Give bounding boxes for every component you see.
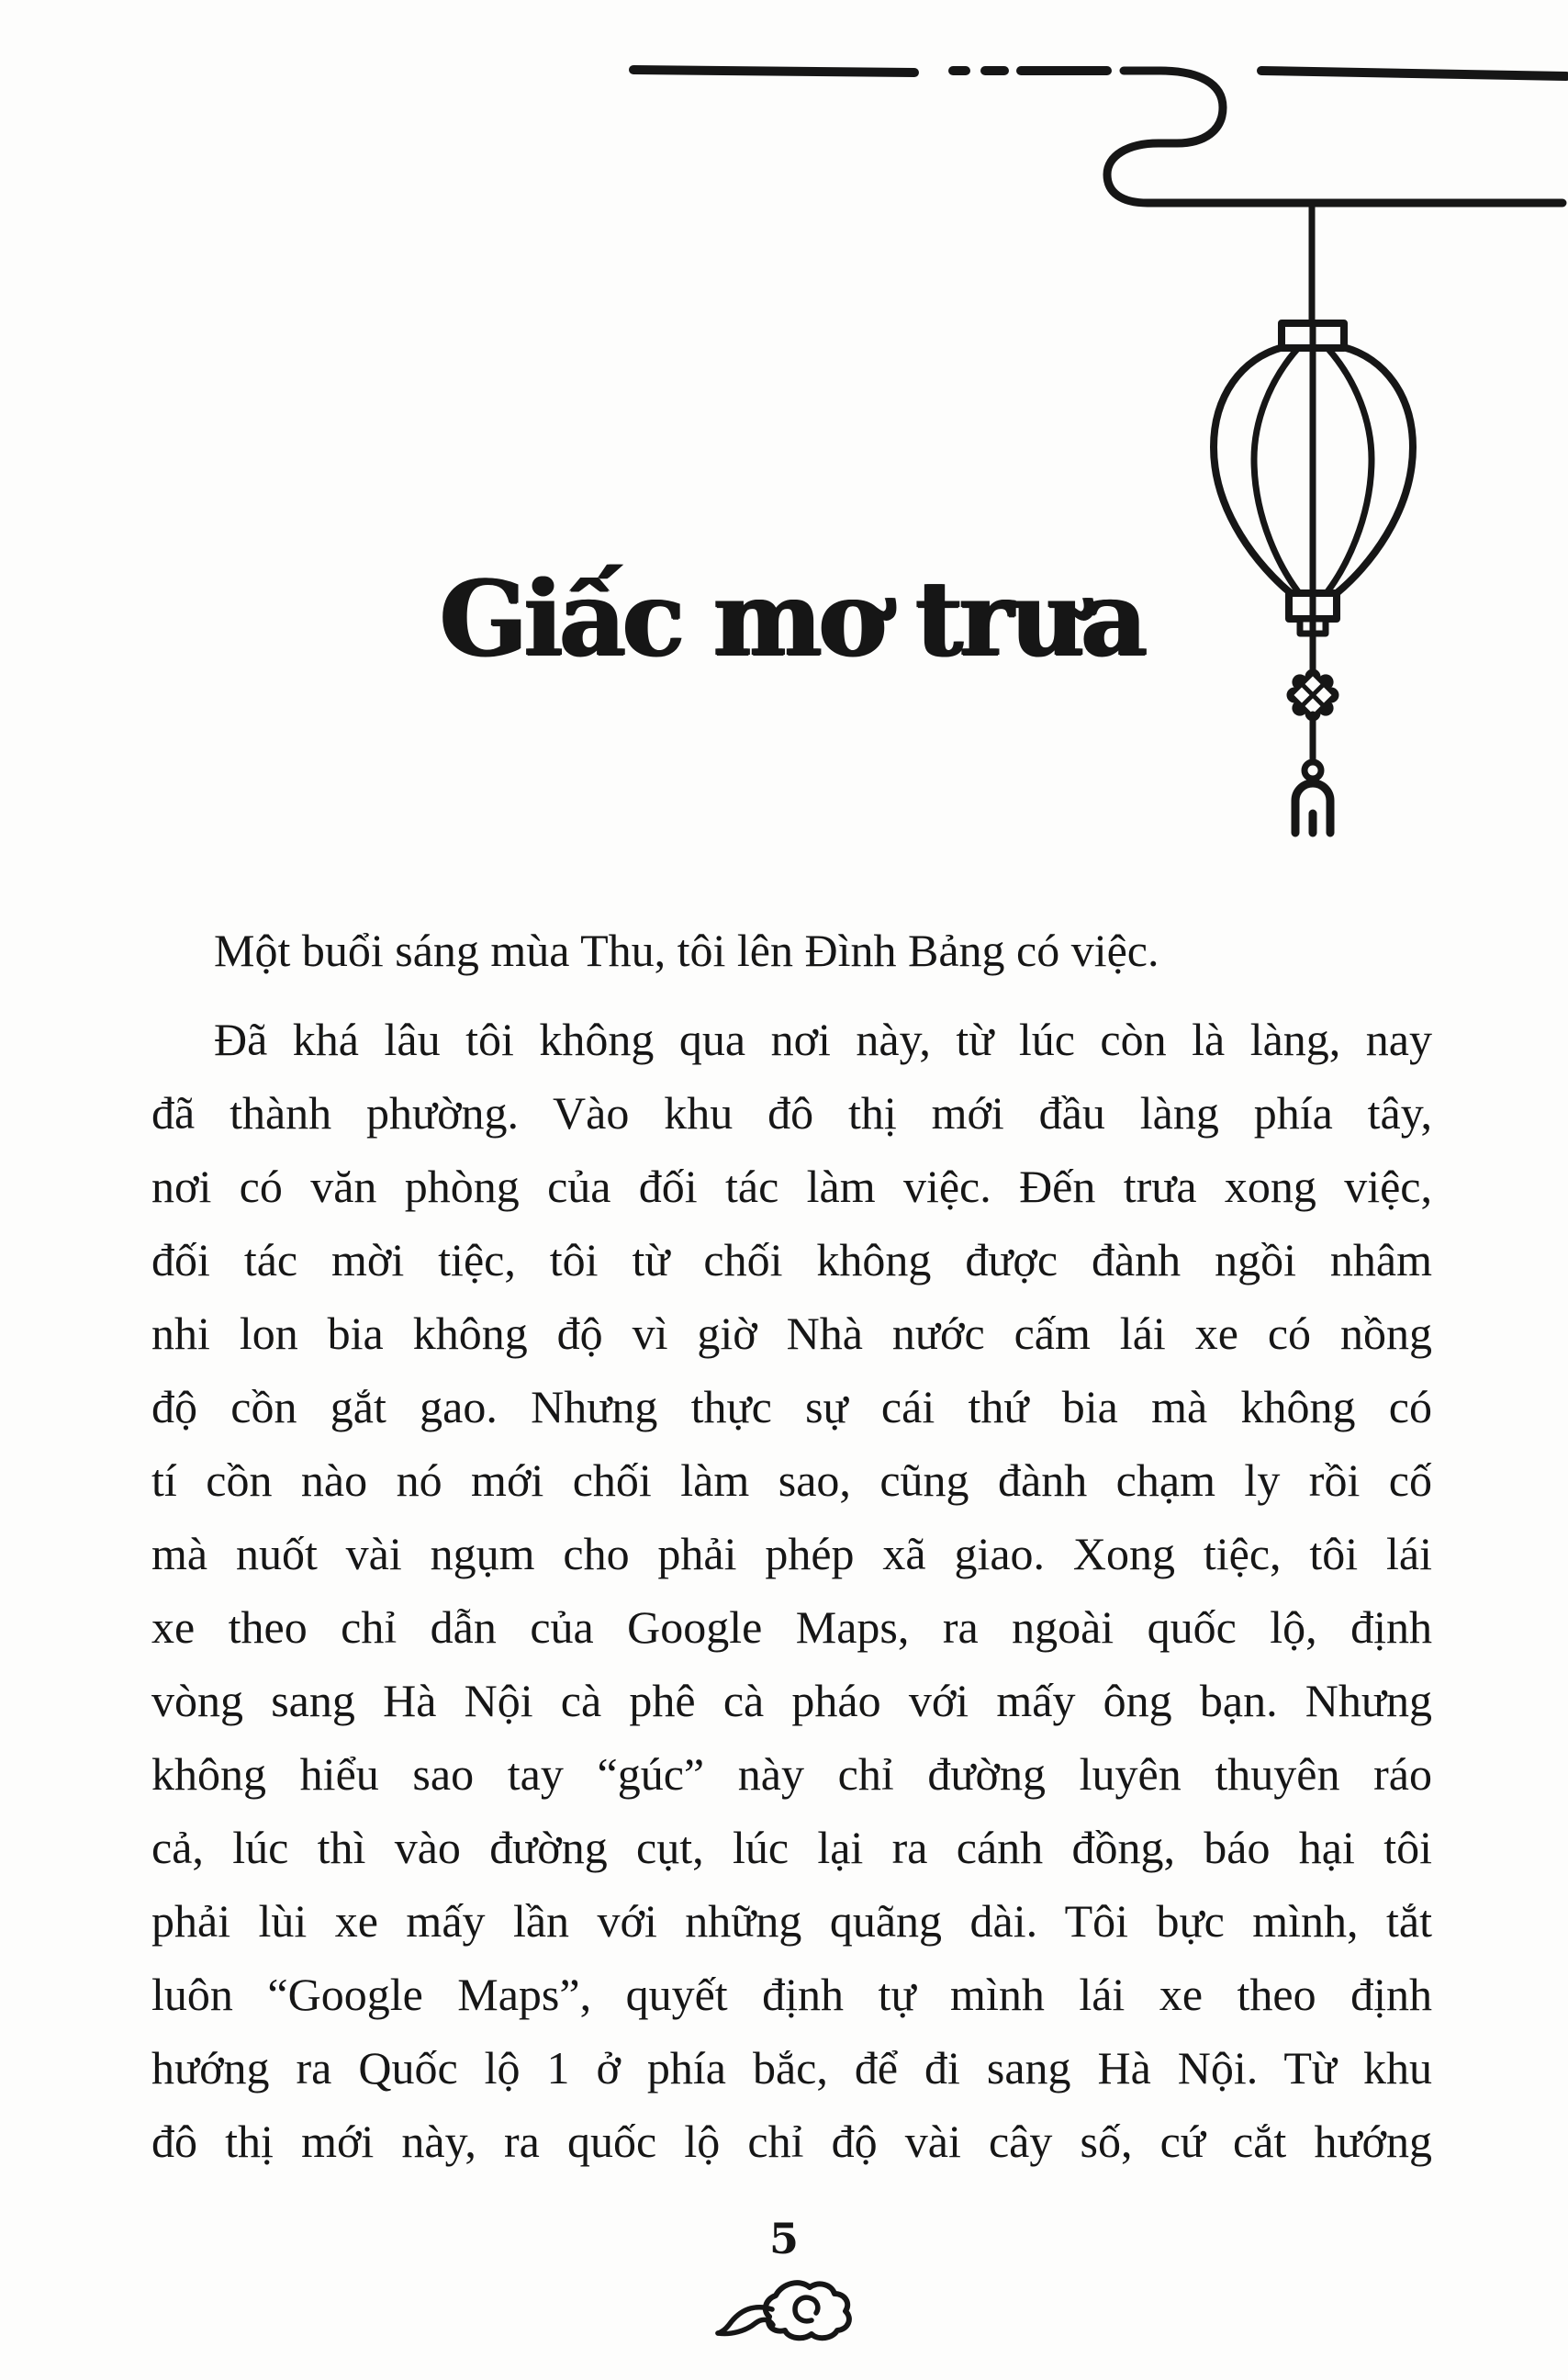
paragraph-main <box>151 1003 1432 2178</box>
body-line: không hiểu sao tay “gúc” này chỉ đường luyên thuyên ráo <box>151 1748 1432 1800</box>
page-number: 5 <box>768 2214 799 2263</box>
tassel-icon <box>1295 714 1330 833</box>
paragraph-opening: Một buổi sáng mùa Thu, tôi lên Đình Bảng có việc. <box>214 925 1159 976</box>
body-line: mà nuốt vài ngụm cho phải phép xã giao. Xong tiệc, tôi lái <box>151 1528 1432 1579</box>
body-line: vòng sang Hà Nội cà phê cà pháo với mấy ông bạn. Nhưng <box>151 1675 1432 1726</box>
body-line: hướng ra Quốc lộ 1 ở phía bắc, để đi sang Hà Nội. Từ khu <box>151 2042 1432 2094</box>
body-line: cả, lúc thì vào đường cụt, lúc lại ra cánh đồng, báo hại tôi <box>151 1822 1432 1873</box>
cloud-icon <box>718 2283 849 2338</box>
cloud-scroll-rule-icon <box>633 70 1566 203</box>
body-line: nhi lon bia không độ vì giờ Nhà nước cấm lái xe có nồng <box>151 1308 1432 1359</box>
body-line: phải lùi xe mấy lần với những quãng dài. Tôi bực mình, tắt <box>151 1895 1432 1947</box>
body-line: đã thành phường. Vào khu đô thị mới đầu làng phía tây, <box>151 1087 1432 1139</box>
body-line: nơi có văn phòng của đối tác làm việc. Đến trưa xong việc, <box>151 1161 1432 1212</box>
body-line: xe theo chỉ dẫn của Google Maps, ra ngoài quốc lộ, định <box>151 1601 1432 1653</box>
body-line: luôn “Google Maps”, quyết định tự mình lái xe theo định <box>151 1969 1432 2020</box>
body-line: Đã khá lâu tôi không qua nơi này, từ lúc còn là làng, nay <box>214 1014 1432 1065</box>
body-line: tí cồn nào nó mới chối làm sao, cũng đành chạm ly rồi cố <box>151 1454 1432 1506</box>
body-line: độ cồn gắt gao. Nhưng thực sự cái thứ bia mà không có <box>151 1381 1432 1432</box>
body-line: đô thị mới này, ra quốc lộ chỉ độ vài cây số, cứ cắt hướng <box>151 2116 1432 2167</box>
chapter-title: Giấc mơ trưa <box>440 559 1144 679</box>
body-line: đối tác mời tiệc, tôi từ chối không được đành ngồi nhâm <box>151 1234 1432 1285</box>
